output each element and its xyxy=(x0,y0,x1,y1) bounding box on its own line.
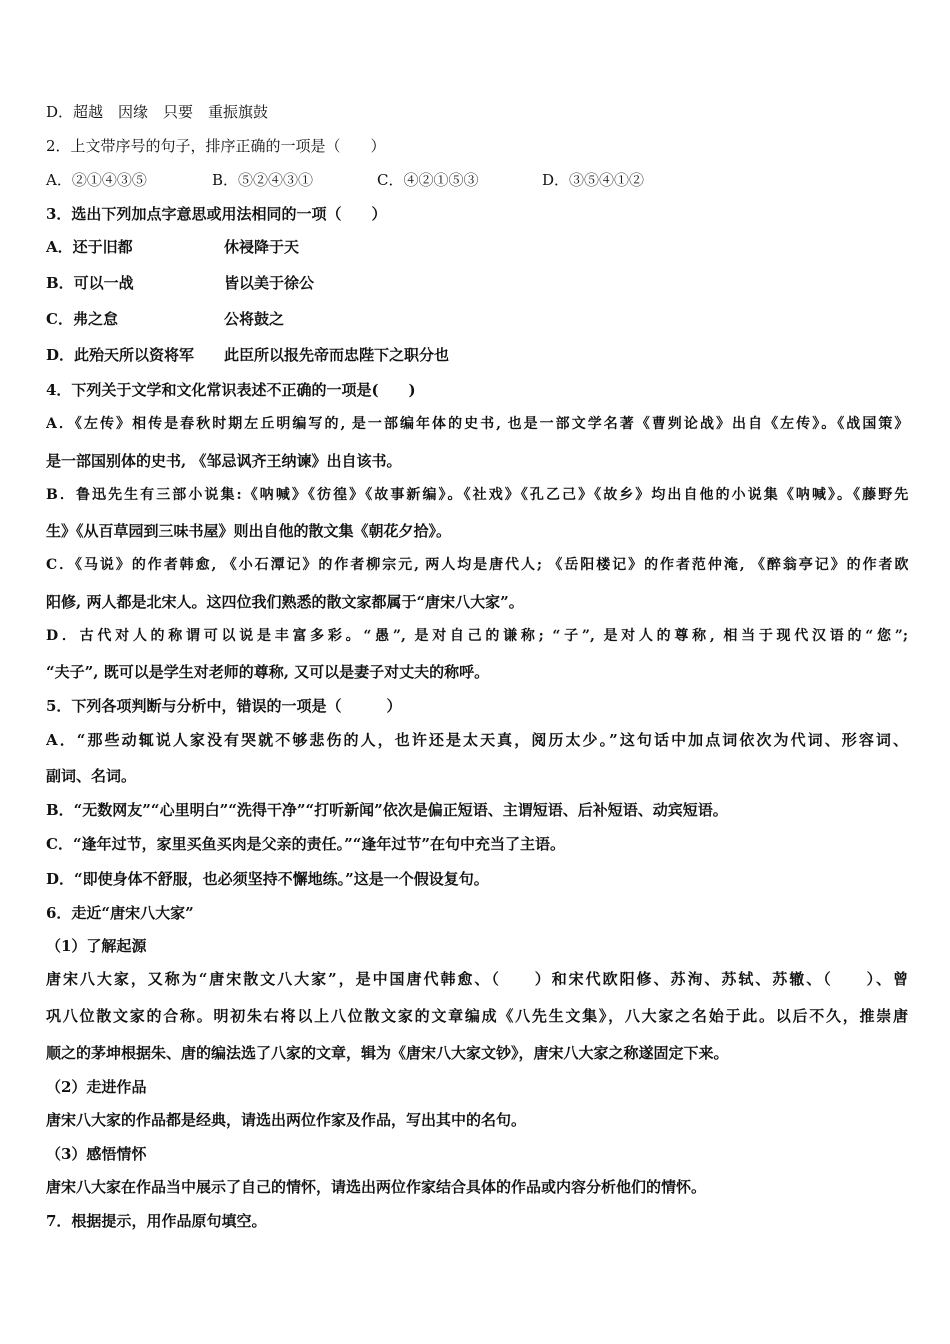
q5-option-a-line2: 副词、名词。 xyxy=(46,767,137,785)
q6-section-1-title: （1）了解起源 xyxy=(46,937,147,955)
q5-option-a-line1: A．“那些动辄说人家没有哭就不够悲伤的人，也许还是太天真，阅历太少。”这句话中加点词依次为代词、形容词、 xyxy=(46,731,908,749)
q3-option-b-right: 皆以美于徐公 xyxy=(224,274,315,292)
q2-stem: 2．上文带序号的句子，排序正确的一项是（ ） xyxy=(46,137,386,155)
q6-section-2-text: 唐宋八大家的作品都是经典，请选出两位作家及作品，写出其中的名句。 xyxy=(46,1111,527,1129)
q4-option-a-line1: A．《左传》相传是春秋时期左丘明编写的, 是一部编年体的史书, 也是一部文学名著《曹刿论战》出自《左传》。《战国策》 xyxy=(46,416,908,432)
q6-paragraph-line3: 顺之的茅坤根据朱、唐的编法选了八家的文章，辑为《唐宋八大家文钞》，唐宋八大家之称遂固定下来。 xyxy=(46,1044,729,1062)
q4-option-d-line2: “夫子”, 既可以是学生对老师的尊称, 又可以是妻子对丈夫的称呼。 xyxy=(46,663,490,681)
q5-option-c: C．“逢年过节，家里买鱼买肉是父亲的责任。”“逢年过节”在句中充当了主语。 xyxy=(46,835,565,853)
q3-option-c-right: 公将鼓之 xyxy=(224,310,285,328)
q3-option-d-left: D．此殆天所以资将军 xyxy=(46,346,195,364)
q4-option-b-line2: 生》《从百草园到三味书屋》则出自他的散文集《朝花夕拾》。 xyxy=(46,522,452,540)
q5-option-d: D．“即使身体不舒服，也必须坚持不懈地练。”这是一个假设复句。 xyxy=(46,870,489,888)
q6-stem: 6．走近“唐宋八大家” xyxy=(46,904,194,922)
q3-option-a-right: 休祲降于天 xyxy=(224,238,300,256)
q2-option-a: A．②①④③⑤ xyxy=(46,171,147,189)
q3-option-b-left: B．可以一战 xyxy=(46,274,134,292)
q4-option-b-line1: B．鲁迅先生有三部小说集:《呐喊》《彷徨》《故事新编》。《社戏》《孔乙己》《故乡》均出自他的小说集《呐喊》。《藤野先 xyxy=(46,487,908,503)
q3-option-d-right: 此臣所以报先帝而忠陛下之职分也 xyxy=(224,346,450,364)
q2-option-b: B．⑤②④③① xyxy=(212,171,314,189)
q4-option-d-line1: D．古代对人的称谓可以说是丰富多彩。“愚”, 是对自己的谦称; “子”, 是对人的尊称, 相当于现代汉语的“您”; xyxy=(46,628,908,644)
q4-option-c-line2: 阳修, 两人都是北宋人。这四位我们熟悉的散文家都属于“唐宋八大家”。 xyxy=(46,593,524,611)
q7-stem: 7．根据提示，用作品原句填空。 xyxy=(46,1212,267,1230)
q2-option-c: C．④②①⑤③ xyxy=(377,171,479,189)
q3-option-c-left: C．弗之怠 xyxy=(46,310,118,328)
q6-paragraph-line1: 唐宋八大家，又称为“唐宋散文八大家”，是中国唐代韩愈、（ ）和宋代欧阳修、苏洵、苏轼、苏辙、（ ）、曾 xyxy=(46,970,908,988)
q4-option-c-line1: C．《马说》的作者韩愈, 《小石潭记》的作者柳宗元, 两人均是唐代人; 《岳阳楼记》的作者范仲淹, 《醉翁亭记》的作者欧 xyxy=(46,557,908,573)
q2-option-d: D．③⑤④①② xyxy=(542,171,645,189)
q4-option-a-line2: 是一部国别体的史书, 《邹忌讽齐王纳谏》出自该书。 xyxy=(46,452,402,470)
q6-section-3-text: 唐宋八大家在作品当中展示了自己的情怀，请选出两位作家结合具体的作品或内容分析他们的情怀。 xyxy=(46,1178,707,1196)
q5-stem: 5．下列各项判断与分析中，错误的一项是（ ） xyxy=(46,697,402,715)
q4-stem: 4．下列关于文学和文化常识表述不正确的一项是( ) xyxy=(46,381,416,399)
q6-section-3-title: （3）感悟情怀 xyxy=(46,1145,147,1163)
q3-stem: 3．选出下列加点字意思或用法相同的一项（ ） xyxy=(46,205,387,223)
q3-option-a-left: A．还于旧都 xyxy=(46,238,133,256)
q1-option-d: D．超越 因缘 只要 重振旗鼓 xyxy=(46,103,269,121)
q5-option-b: B．“无数网友”“心里明白”“洗得干净”“打听新闻”依次是偏正短语、主谓短语、后补短语、动宾短语。 xyxy=(46,801,728,819)
q6-paragraph-line2: 巩八位散文家的合称。明初朱右将以上八位散文家的文章编成《八先生文集》，八大家之名始于此。以后不久，推崇唐 xyxy=(46,1007,908,1025)
q6-section-2-title: （2）走进作品 xyxy=(46,1078,147,1096)
